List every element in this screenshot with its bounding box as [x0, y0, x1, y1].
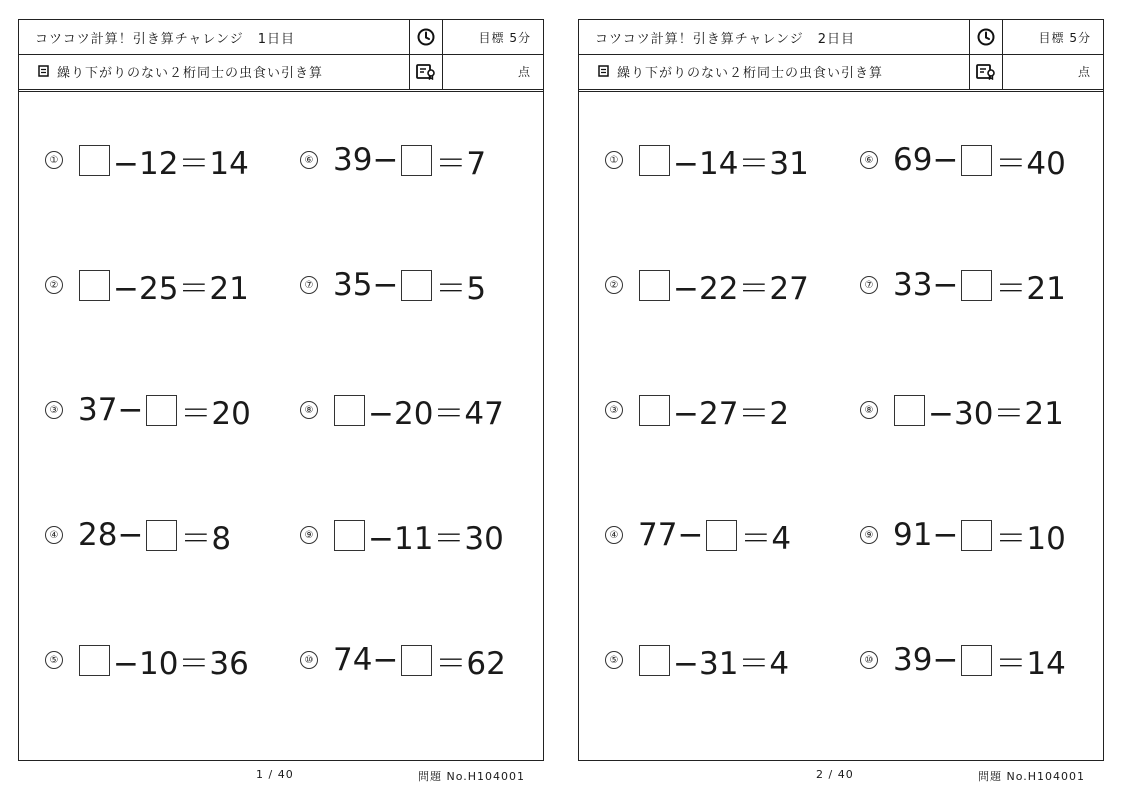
- problem-text: −12＝14: [113, 145, 249, 182]
- problem-text: 39−: [893, 642, 959, 678]
- problem-number: ①: [605, 151, 623, 169]
- problem-number-2: 問題 No.H104001: [978, 770, 1086, 783]
- problem-number: ⑨: [860, 526, 878, 544]
- answer-box[interactable]: [961, 520, 992, 551]
- header-row-title: [19, 20, 543, 55]
- page-number-1: 1 / 40: [256, 768, 294, 781]
- problem-text: ＝8: [180, 520, 232, 557]
- answer-box[interactable]: [401, 270, 432, 301]
- answer-box[interactable]: [146, 520, 177, 551]
- goal-time: 目標 5分: [478, 30, 531, 45]
- problem-text: 74−: [333, 642, 399, 678]
- problem-text: ＝14: [995, 645, 1066, 682]
- worksheet-subtitle: 繰り下がりのない２桁同士の虫食い引き算: [57, 66, 324, 81]
- certificate-icon: [969, 54, 1003, 89]
- problem-number: ⑤: [45, 651, 63, 669]
- problem-number: ④: [605, 526, 623, 544]
- answer-box[interactable]: [639, 645, 670, 676]
- header-row-subtitle: [19, 54, 543, 92]
- problem-item: [860, 640, 1067, 680]
- clock-icon: [409, 20, 443, 54]
- problem-number: ③: [45, 401, 63, 419]
- answer-box[interactable]: [79, 270, 110, 301]
- problem-item: [605, 640, 790, 680]
- problem-text: −31＝4: [673, 645, 790, 682]
- answer-box[interactable]: [894, 395, 925, 426]
- problem-item: [605, 390, 790, 430]
- problem-item: [860, 265, 1067, 305]
- problem-text: 77−: [638, 517, 704, 553]
- answer-box[interactable]: [706, 520, 737, 551]
- problem-number: ②: [45, 276, 63, 294]
- answer-box[interactable]: [639, 270, 670, 301]
- problem-item: [45, 640, 250, 680]
- problem-item: [300, 640, 507, 680]
- problem-item: [300, 515, 505, 555]
- problem-text: −20＝47: [368, 395, 504, 432]
- document-icon: [598, 65, 609, 77]
- answer-box[interactable]: [639, 145, 670, 176]
- problem-text: −27＝2: [673, 395, 790, 432]
- problem-text: ＝10: [995, 520, 1066, 557]
- problem-item: [860, 140, 1067, 180]
- problem-number: ⑥: [860, 151, 878, 169]
- problem-text: 37−: [78, 392, 144, 428]
- problem-text: −14＝31: [673, 145, 809, 182]
- problem-item: [45, 390, 252, 430]
- problem-number: ⑧: [300, 401, 318, 419]
- problem-item: [45, 515, 232, 555]
- answer-box[interactable]: [334, 520, 365, 551]
- page-number-2: 2 / 40: [816, 768, 854, 781]
- problem-number: ⑤: [605, 651, 623, 669]
- score-field[interactable]: 点: [1077, 65, 1091, 79]
- problem-item: [860, 515, 1067, 555]
- problem-number: ④: [45, 526, 63, 544]
- problem-text: −11＝30: [368, 520, 504, 557]
- answer-box[interactable]: [79, 645, 110, 676]
- answer-box[interactable]: [334, 395, 365, 426]
- problem-number: ⑦: [300, 276, 318, 294]
- worksheet-subtitle: 繰り下がりのない２桁同士の虫食い引き算: [617, 66, 884, 81]
- problem-item: [300, 140, 487, 180]
- clock-icon: [969, 20, 1003, 54]
- problem-item: [605, 265, 810, 305]
- problem-item: [605, 515, 792, 555]
- problem-number: ⑧: [860, 401, 878, 419]
- problem-number: ⑩: [300, 651, 318, 669]
- problem-text: ＝20: [180, 395, 251, 432]
- problem-text: −10＝36: [113, 645, 249, 682]
- answer-box[interactable]: [79, 145, 110, 176]
- problem-text: 39−: [333, 142, 399, 178]
- problem-text: 91−: [893, 517, 959, 553]
- problem-item: [860, 390, 1065, 430]
- goal-time: 目標 5分: [1038, 30, 1091, 45]
- problem-item: [300, 265, 487, 305]
- problem-text: −30＝21: [928, 395, 1064, 432]
- problem-text: 33−: [893, 267, 959, 303]
- answer-box[interactable]: [961, 645, 992, 676]
- problem-text: 69−: [893, 142, 959, 178]
- worksheet-1: [18, 19, 544, 761]
- problem-item: [45, 265, 250, 305]
- certificate-icon: [409, 54, 443, 89]
- answer-box[interactable]: [639, 395, 670, 426]
- problem-text: −25＝21: [113, 270, 249, 307]
- answer-box[interactable]: [401, 145, 432, 176]
- problem-text: ＝4: [740, 520, 792, 557]
- problem-number: ⑦: [860, 276, 878, 294]
- problem-text: ＝21: [995, 270, 1066, 307]
- worksheet-title: コツコツ計算！引き算チャレンジ 2日目: [595, 31, 855, 47]
- problem-number: ③: [605, 401, 623, 419]
- problem-item: [300, 390, 505, 430]
- worksheet-title: コツコツ計算！引き算チャレンジ 1日目: [35, 31, 295, 47]
- problem-number: ⑩: [860, 651, 878, 669]
- score-field[interactable]: 点: [517, 65, 531, 79]
- problem-text: ＝40: [995, 145, 1066, 182]
- problem-text: ＝62: [435, 645, 506, 682]
- header-row-subtitle: [579, 54, 1103, 92]
- problem-number: ②: [605, 276, 623, 294]
- header-row-title: [579, 20, 1103, 55]
- problem-text: 28−: [78, 517, 144, 553]
- problem-number: ①: [45, 151, 63, 169]
- answer-box[interactable]: [961, 270, 992, 301]
- problem-item: [45, 140, 250, 180]
- worksheet-2: [578, 19, 1104, 761]
- problem-text: ＝5: [435, 270, 487, 307]
- answer-box[interactable]: [401, 645, 432, 676]
- problem-text: −22＝27: [673, 270, 809, 307]
- problem-number: ⑥: [300, 151, 318, 169]
- problem-number-1: 問題 No.H104001: [418, 770, 526, 783]
- answer-box[interactable]: [961, 145, 992, 176]
- answer-box[interactable]: [146, 395, 177, 426]
- document-icon: [38, 65, 49, 77]
- problem-text: 35−: [333, 267, 399, 303]
- problem-text: ＝7: [435, 145, 487, 182]
- problem-item: [605, 140, 810, 180]
- problem-number: ⑨: [300, 526, 318, 544]
